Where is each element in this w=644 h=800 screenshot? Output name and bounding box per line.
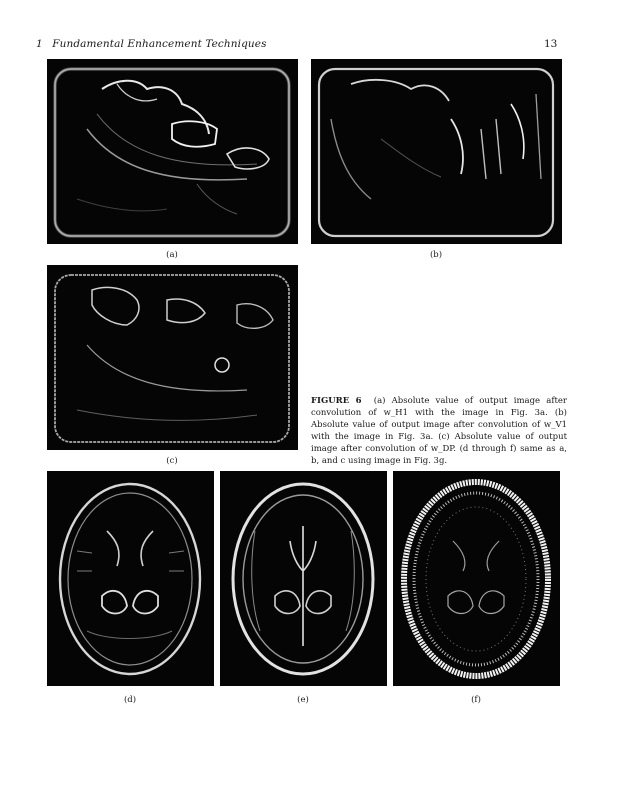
chapter-title: Fundamental Enhancement Techniques — [52, 38, 267, 50]
panel-b-image — [311, 59, 562, 244]
panel-e-image — [220, 471, 387, 686]
panel-b-label: (b) — [429, 250, 443, 260]
running-header — [36, 38, 267, 50]
panel-d-image — [47, 471, 214, 686]
panel-c-label: (c) — [166, 456, 178, 466]
panel-f-label: (f) — [471, 695, 481, 705]
panel-f-image — [393, 471, 560, 686]
chapter-number: 1 — [36, 38, 43, 50]
panel-d-label: (d) — [123, 695, 137, 705]
panel-e-label: (e) — [297, 695, 309, 705]
panel-a-image — [47, 59, 298, 244]
figure-label: FIGURE 6 — [311, 396, 362, 406]
panel-a-label: (a) — [166, 250, 178, 260]
page-number: 13 — [544, 38, 558, 50]
caption-text: (a) Absolute value of output image after convolution of w_H1 with the image in Fig. 3a. (b) Absolute value of output image after convolution of w_V1 with the image in Fig. 3a. (c) Absolute value of output image after convolution of w_DP. (d through f) same as a, b, and c using image in Fig. 3g. — [311, 396, 567, 466]
panel-c-image — [47, 265, 298, 450]
figure-caption — [311, 395, 567, 467]
